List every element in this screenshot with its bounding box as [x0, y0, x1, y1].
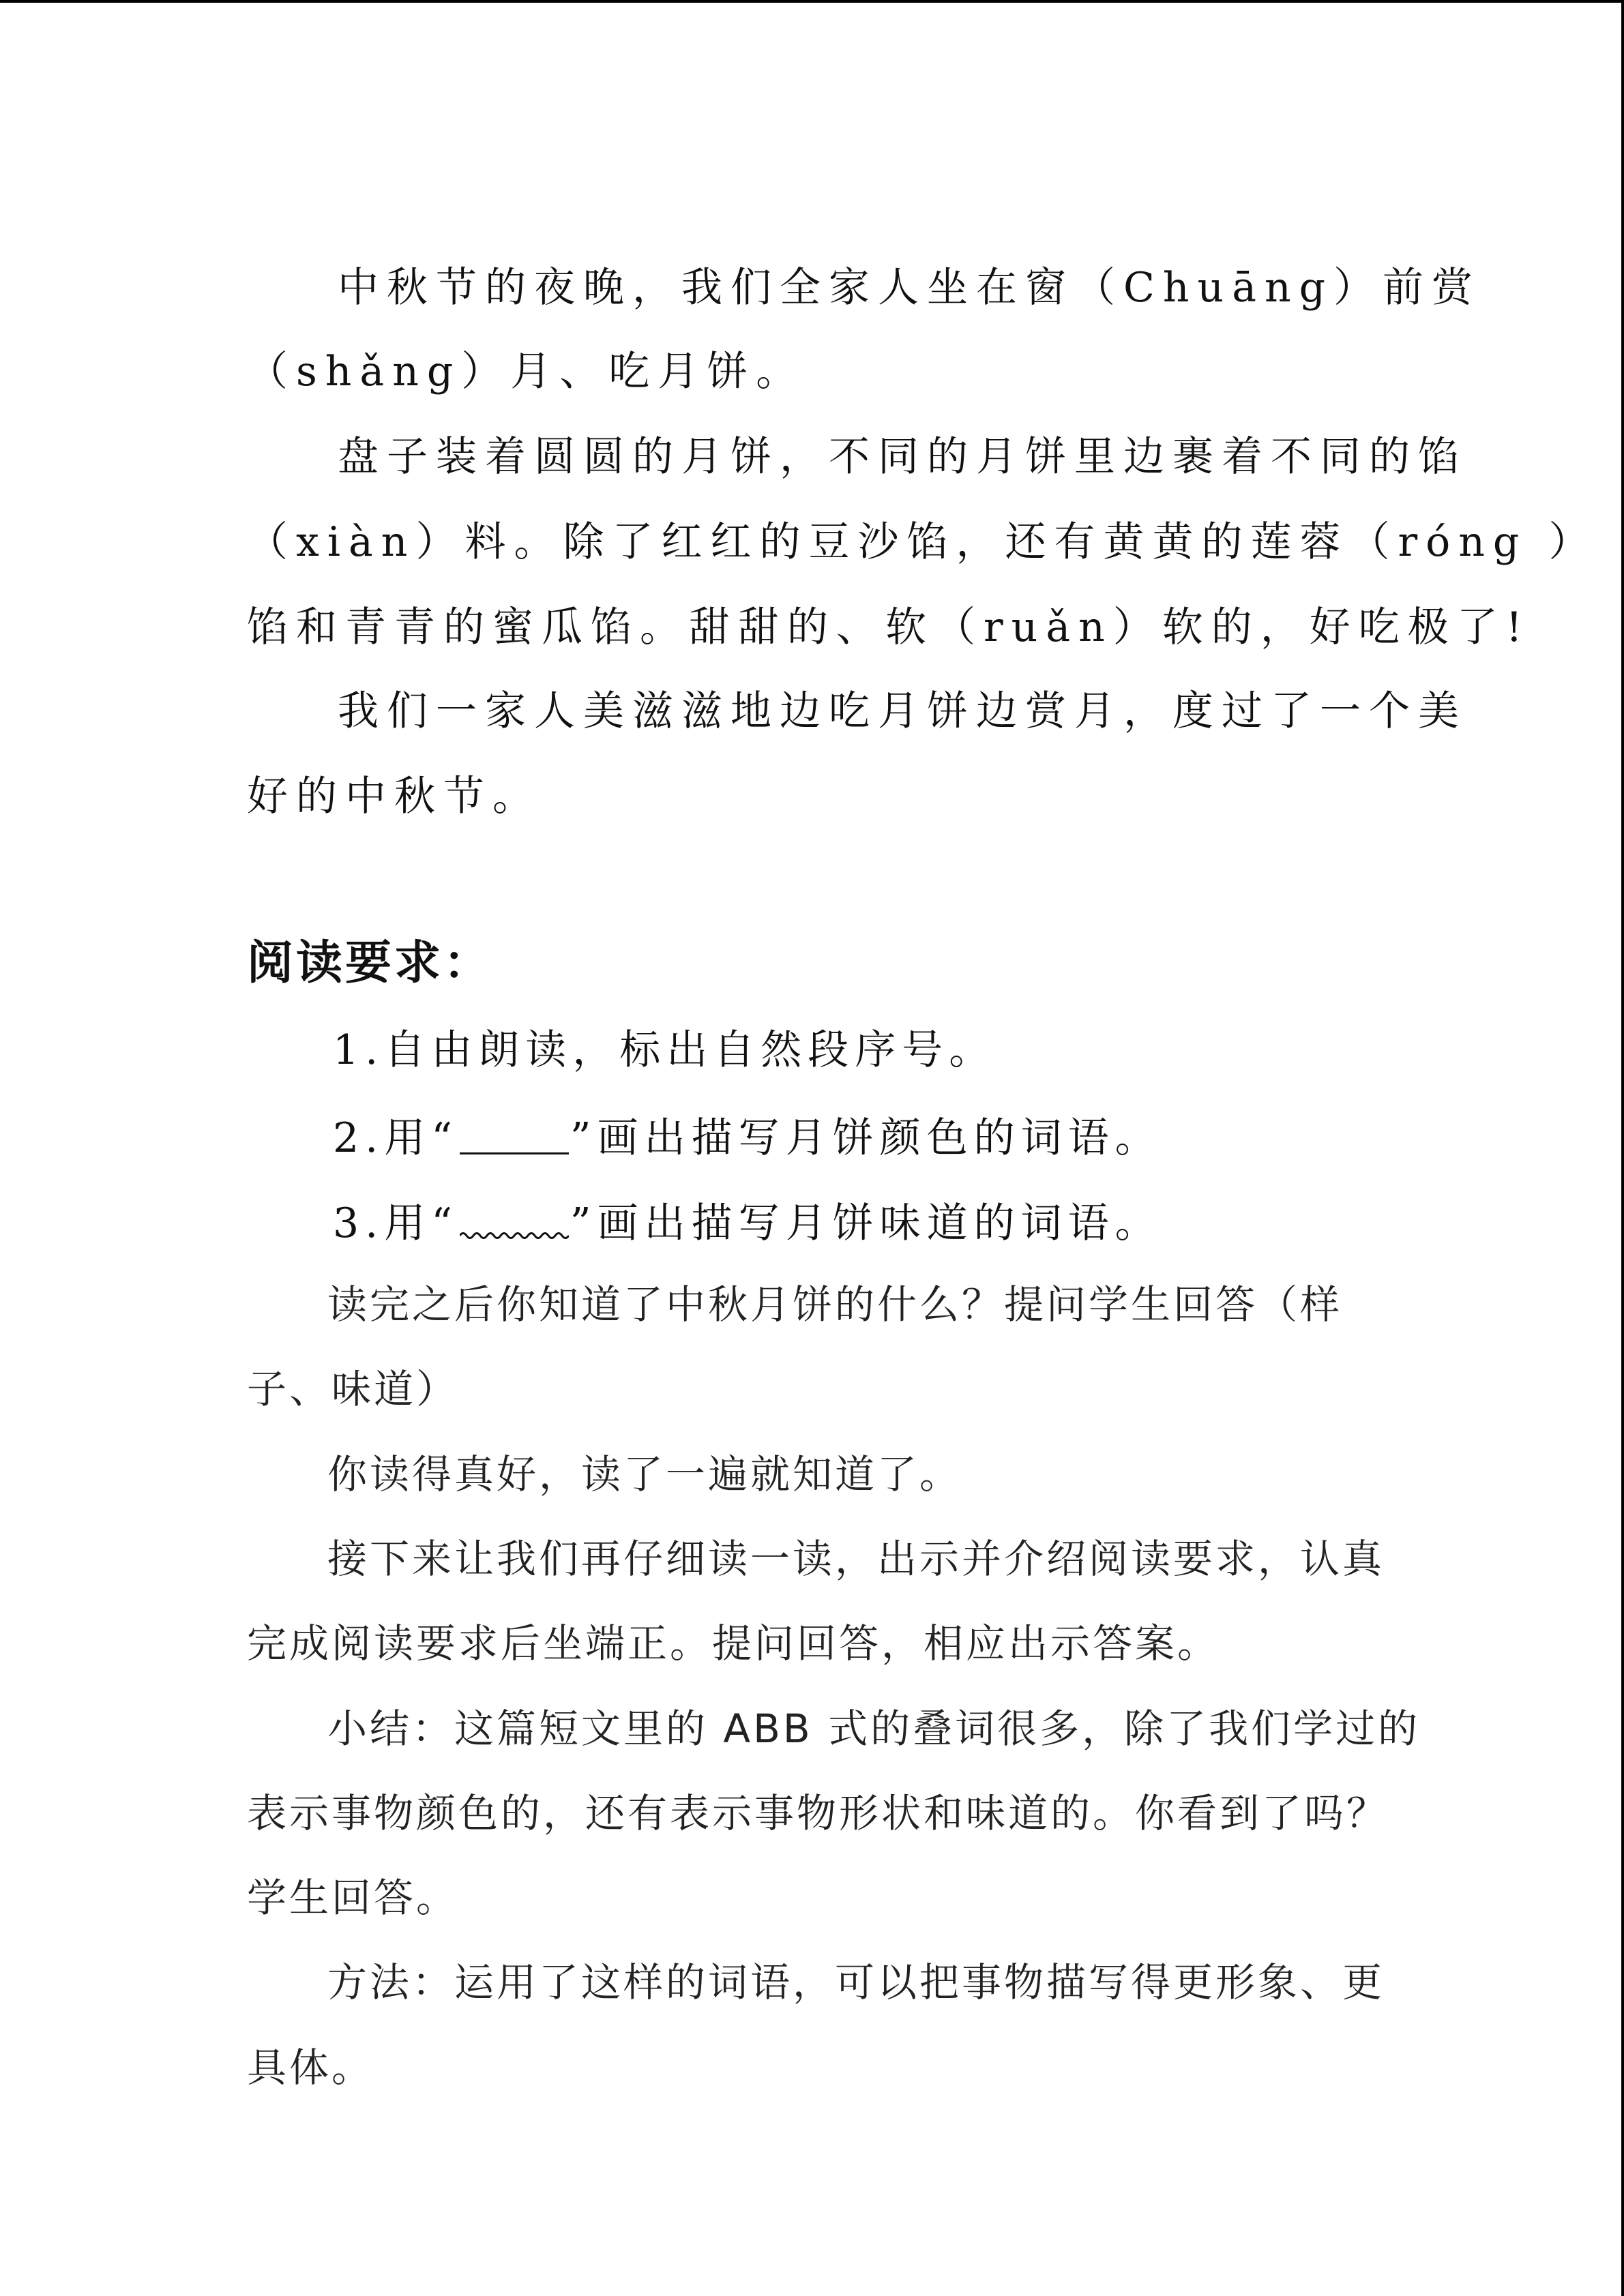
passage-line: 盘子装着圆圆的月饼，不同的月饼里边裹着不同的馅 — [338, 433, 1467, 481]
notes-line: 你读得真好，读了一遍就知道了。 — [327, 1451, 962, 1497]
page-top-border — [0, 0, 1624, 3]
requirement-item-3-prefix: 3.用“ — [333, 1199, 458, 1247]
requirement-item-3 — [333, 1199, 1162, 1247]
page-right-border — [1621, 0, 1624, 2296]
notes-line: 子、味道） — [247, 1366, 459, 1412]
notes-line: 学生回答。 — [247, 1875, 459, 1921]
notes-line: 接下来让我们再仔细读一读，出示并介绍阅读要求，认真 — [327, 1536, 1385, 1582]
notes-line: 表示事物颜色的，还有表示事物形状和味道的。你看到了吗？ — [247, 1790, 1389, 1836]
notes-line: 方法：运用了这样的词语，可以把事物描写得更形象、更 — [327, 1959, 1385, 2006]
requirement-item-1: 1.自由朗读，标出自然段序号。 — [333, 1026, 996, 1074]
passage-line: 中秋节的夜晚，我们全家人坐在窗（Chuāng）前赏 — [338, 264, 1481, 312]
requirements-heading: 阅读要求： — [247, 936, 493, 990]
requirement-item-2-prefix: 2.用“ — [333, 1114, 458, 1162]
passage-line: 我们一家人美滋滋地边吃月饼边赏月，度过了一个美 — [338, 687, 1467, 735]
notes-line: 小结：这篇短文里的 ABB 式的叠词很多，除了我们学过的 — [327, 1705, 1421, 1752]
notes-line: 具体。 — [247, 2044, 374, 2091]
straight-underline-mark — [460, 1115, 569, 1156]
passage-line: 馅和青青的蜜瓜馅。甜甜的、软（ruǎn）软的，好吃极了! — [247, 603, 1531, 651]
requirement-item-2 — [333, 1114, 1162, 1162]
notes-line: 完成阅读要求后坐端正。提问回答，相应出示答案。 — [247, 1620, 1220, 1667]
requirement-item-3-suffix: ”画出描写月饼味道的词语。 — [570, 1199, 1162, 1247]
wavy-underline-mark — [460, 1200, 569, 1241]
passage-line: （xiàn）料。除了红红的豆沙馅，还有黄黄的莲蓉（róng ） — [247, 518, 1598, 566]
passage-line: （shǎng）月、吃月饼。 — [247, 348, 806, 396]
requirement-item-2-suffix: ”画出描写月饼颜色的词语。 — [570, 1114, 1162, 1162]
notes-line: 读完之后你知道了中秋月饼的什么？提问学生回答（样 — [327, 1281, 1343, 1328]
passage-line: 好的中秋节。 — [247, 773, 542, 820]
